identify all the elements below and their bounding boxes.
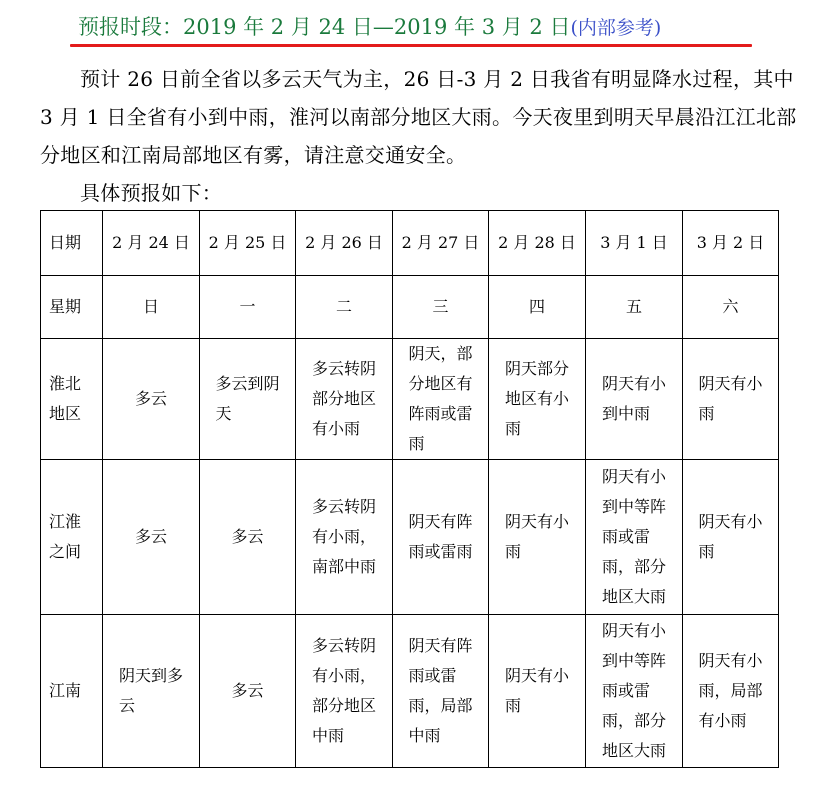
forecast-cell <box>586 460 683 615</box>
forecast-cell <box>683 339 779 460</box>
forecast-line: 雨 <box>698 542 715 561</box>
forecast-table <box>40 210 779 768</box>
region-name-cell <box>41 615 103 768</box>
forecast-cell <box>489 339 586 460</box>
forecast-line: 雨 <box>504 542 521 561</box>
forecast-line: 有小雨， <box>311 527 376 546</box>
forecast-line: 雨，部分 <box>601 557 666 576</box>
weekday-header-cell: 星期 <box>41 276 103 339</box>
forecast-cell <box>489 460 586 615</box>
forecast-line: 雨或雷 <box>601 527 650 546</box>
forecast-line: 雨 <box>504 419 521 438</box>
forecast-line: 多云 <box>134 389 167 408</box>
date-cell: 2 月 28 日 <box>489 211 586 276</box>
weekday-cell: 日 <box>103 276 200 339</box>
forecast-text <box>408 339 472 459</box>
forecast-text <box>602 369 666 429</box>
forecast-text <box>135 522 167 552</box>
forecast-cell <box>393 339 489 460</box>
forecast-line: 有小雨， <box>311 666 376 685</box>
region-name-line: 之间 <box>49 542 82 561</box>
date-cell: 2 月 24 日 <box>103 211 200 276</box>
forecast-line: 多云 <box>231 681 264 700</box>
internal-reference-note: (内部参考) <box>570 17 662 39</box>
forecast-text <box>312 631 376 751</box>
forecast-line: 地区大雨 <box>601 741 666 760</box>
forecast-line: 多云到阴 <box>215 374 280 393</box>
region-name-line: 江淮 <box>49 512 82 531</box>
forecast-line: 部分地区 <box>311 389 376 408</box>
weekday-cell: 四 <box>489 276 586 339</box>
forecast-line: 阴天有阵 <box>408 636 473 655</box>
region-name <box>49 369 81 429</box>
forecast-cell <box>103 615 200 768</box>
forecast-line: 雨 <box>698 404 715 423</box>
forecast-text <box>312 492 376 582</box>
region-name-cell <box>41 460 103 615</box>
weekday-cell: 五 <box>586 276 683 339</box>
forecast-text <box>312 354 376 444</box>
forecast-line: 雨或雷 <box>408 666 457 685</box>
forecast-line: 部分地区 <box>311 696 376 715</box>
forecast-text <box>231 522 263 552</box>
forecast-line: 到中等阵 <box>601 651 666 670</box>
forecast-text <box>119 661 183 721</box>
forecast-cell <box>296 460 393 615</box>
forecast-text <box>408 507 472 567</box>
forecast-text <box>698 646 762 736</box>
forecast-cell <box>200 460 296 615</box>
forecast-text <box>698 369 762 429</box>
weekday-cell: 三 <box>393 276 489 339</box>
forecast-line: 阴天有小 <box>504 512 569 531</box>
region-name-line: 江南 <box>49 681 82 700</box>
forecast-cell <box>103 460 200 615</box>
date-row <box>41 211 779 276</box>
header-underline <box>70 44 752 47</box>
forecast-line: 阵雨或雷 <box>408 404 473 423</box>
forecast-text <box>505 354 569 444</box>
forecast-cell <box>393 615 489 768</box>
forecast-summary <box>40 60 800 174</box>
forecast-line: 阴天部分 <box>504 359 569 378</box>
weekday-row <box>41 276 779 339</box>
date-header-cell: 日期 <box>41 211 103 276</box>
weekday-cell: 二 <box>296 276 393 339</box>
forecast-cell <box>489 615 586 768</box>
region-name <box>49 507 81 567</box>
forecast-line: 阴天有小 <box>601 467 666 486</box>
forecast-line: 阴天，部 <box>408 344 473 363</box>
weekday-cell: 六 <box>683 276 779 339</box>
forecast-line: 雨，局部 <box>698 681 763 700</box>
forecast-line: 地区大雨 <box>601 587 666 606</box>
forecast-cell <box>586 339 683 460</box>
forecast-line: 多云 <box>134 527 167 546</box>
forecast-line: 阴天到多 <box>118 666 183 685</box>
forecast-cell <box>586 615 683 768</box>
summary-paragraph: 预计 26 日前全省以多云天气为主，26 日-3 月 2 日我省有明显降水过程，其中 3 月 1 日全省有小到中雨，淮河以南部分地区大雨。今天夜里到明天早晨沿江江北部分地区和江南局部地区有雾，请注意交通安全。 <box>40 67 797 167</box>
forecast-period-header <box>78 10 778 44</box>
forecast-text <box>698 507 762 567</box>
forecast-text <box>231 676 263 706</box>
forecast-line: 多云转阴 <box>311 359 376 378</box>
forecast-line: 天 <box>215 404 232 423</box>
region-name-cell <box>41 339 103 460</box>
forecast-line: 中雨 <box>408 726 441 745</box>
huaibei-row <box>41 339 779 460</box>
forecast-cell <box>296 615 393 768</box>
weekday-cell: 一 <box>200 276 296 339</box>
forecast-line: 到中等阵 <box>601 497 666 516</box>
forecast-cell <box>393 460 489 615</box>
forecast-cell <box>296 339 393 460</box>
forecast-line: 云 <box>118 696 135 715</box>
forecast-cell <box>683 615 779 768</box>
region-name <box>49 676 81 706</box>
forecast-text <box>505 661 569 721</box>
forecast-line: 雨，局部 <box>408 696 473 715</box>
forecast-line: 雨 <box>408 434 425 453</box>
forecast-text <box>215 369 279 429</box>
forecast-line: 阴天有阵 <box>408 512 473 531</box>
forecast-line: 阴天有小 <box>601 621 666 640</box>
forecast-cell <box>103 339 200 460</box>
forecast-line: 雨 <box>504 696 521 715</box>
forecast-line: 阴天有小 <box>504 666 569 685</box>
forecast-line: 有小雨 <box>698 711 747 730</box>
forecast-table-body <box>41 211 779 768</box>
forecast-cell <box>200 615 296 768</box>
forecast-text <box>505 507 569 567</box>
jianghuai-row <box>41 460 779 615</box>
forecast-lead: 具体预报如下： <box>80 181 223 205</box>
date-cell: 3 月 1 日 <box>586 211 683 276</box>
forecast-line: 南部中雨 <box>311 557 376 576</box>
jiangnan-row <box>41 615 779 768</box>
date-cell: 2 月 26 日 <box>296 211 393 276</box>
forecast-cell <box>683 460 779 615</box>
forecast-line: 多云转阴 <box>311 636 376 655</box>
region-name-line: 淮北 <box>49 374 82 393</box>
region-name-line: 地区 <box>49 404 82 423</box>
forecast-period: 预报时段：2019 年 2 月 24 日—2019 年 3 月 2 日 <box>78 15 571 39</box>
forecast-line: 多云 <box>231 527 264 546</box>
forecast-text <box>408 631 472 751</box>
forecast-line: 多云转阴 <box>311 497 376 516</box>
forecast-line: 阴天有小 <box>601 374 666 393</box>
forecast-text <box>602 462 666 612</box>
forecast-line: 有小雨 <box>311 419 360 438</box>
forecast-line: 分地区有 <box>408 374 473 393</box>
date-cell: 3 月 2 日 <box>683 211 779 276</box>
forecast-cell <box>200 339 296 460</box>
forecast-text <box>602 616 666 766</box>
forecast-line: 雨，部分 <box>601 711 666 730</box>
forecast-line: 中雨 <box>311 726 344 745</box>
forecast-line: 雨或雷 <box>601 681 650 700</box>
forecast-line: 到中雨 <box>601 404 650 423</box>
forecast-text <box>135 384 167 414</box>
forecast-line: 地区有小 <box>504 389 569 408</box>
date-cell: 2 月 27 日 <box>393 211 489 276</box>
forecast-line: 阴天有小 <box>698 512 763 531</box>
date-cell: 2 月 25 日 <box>200 211 296 276</box>
forecast-line: 雨或雷雨 <box>408 542 473 561</box>
forecast-line: 阴天有小 <box>698 374 763 393</box>
forecast-line: 阴天有小 <box>698 651 763 670</box>
